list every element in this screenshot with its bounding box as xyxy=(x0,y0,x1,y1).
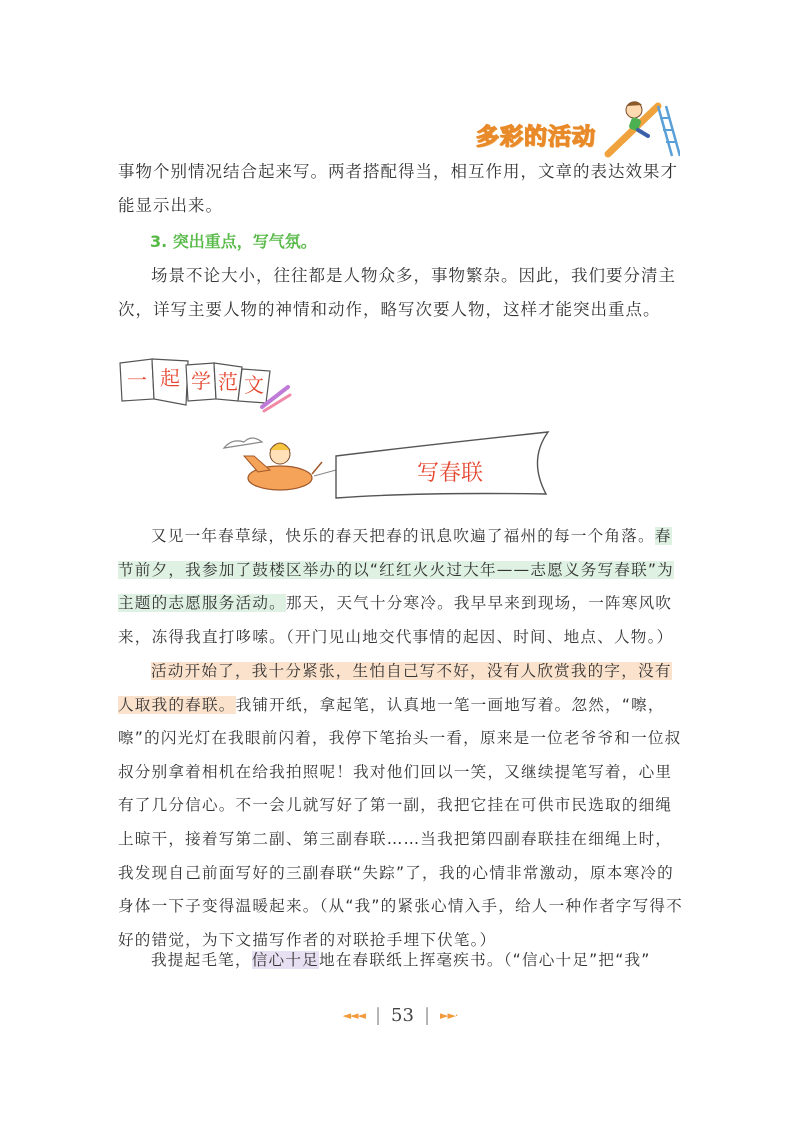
essay-p3-highlight: 信心十足 xyxy=(251,951,319,969)
page-number: 53 xyxy=(391,1004,414,1026)
essay-p1-highlight: 春节前夕，我参加了鼓楼区举办的以“红红火火过大年——志愿义务写春联”为主题的志愿服务活动。 xyxy=(118,527,674,613)
intro-paragraph-2: 场景不论大小，往往都是人物众多，事物繁杂。因此，我们要分清主次，详写主要人物的神情和动作，略写次要人物，这样才能突出重点。 xyxy=(118,266,676,319)
essay-p1-text-b: 那天，天气十分寒冷。我早早来到现场，一阵寒风吹来，冻得我直打哆嗦。（开门见山地交代事情的起因、时间、地点、人物。） xyxy=(118,594,674,646)
chapter-title: 多彩的活动 xyxy=(476,124,596,150)
plane-banner-illustration xyxy=(218,420,558,510)
badge-char-3: 学 xyxy=(191,369,211,393)
essay-p2-text: 我铺开纸，拿起笔，认真地一笔一画地写着。忽然，“嚓，嚓”的闪光灯在我眼前闪着，我停下笔抬头一看，原来是一位老爷爷和一位叔叔分别拿着相机在给我拍照呢！我对他们回以一笑，又继续提笔写着，心里有了几分信心。不一会儿就写好了第一副，我把它挂在可供市民选取的细绳上晾干，接着写第二副、第三副春联……当我把第四副春联挂在细绳上时，我发现自己前面写好的三副春联“失踪”了，我的心情非常激动，原本寒冷的身体一下子变得温暖起来。（从“我”的紧张心情入手，给人一种作者字写得不好的错觉，为下文描写作者的对联抢手埋下伏笔。） xyxy=(118,695,683,949)
badge-char-1: 一 xyxy=(127,368,147,392)
prev-arrows-icon: ◄◄◄ xyxy=(342,1008,365,1022)
section-badge-learn-model-essay xyxy=(118,355,298,415)
kid-on-slide-illustration xyxy=(600,92,680,162)
essay-paragraph-3 xyxy=(118,944,688,978)
essay-paragraph-1 xyxy=(118,520,688,654)
badge-char-5: 文 xyxy=(244,373,264,397)
page-footer xyxy=(330,1000,470,1030)
next-arrows-icon: ►►· xyxy=(440,1008,458,1022)
tip-heading: 3. 突出重点，写气氛。 xyxy=(150,232,317,251)
badge-char-4: 范 xyxy=(218,370,238,394)
footer-divider-right: | xyxy=(423,1004,431,1026)
intro-paragraph-1: 事物个别情况结合起来写。两者搭配得当，相互作用，文章的表达效果才能显示出来。 xyxy=(118,162,678,215)
footer-divider-left: | xyxy=(374,1004,382,1026)
essay-p3-text-b: 地在春联纸上挥毫疾书。（“信心十足”把“我” xyxy=(318,951,651,969)
essay-paragraph-2 xyxy=(118,655,688,957)
essay-p3-text-a: 我提起毛笔， xyxy=(151,951,252,969)
essay-p2-highlight: 活动开始了，我十分紧张，生怕自己写不好，没有人欣赏我的字，没有人取我的春联。 xyxy=(118,662,672,714)
badge-char-2: 起 xyxy=(160,366,180,390)
essay-p1-text-a: 又见一年春草绿，快乐的春天把春的讯息吹遍了福州的每一个角落。 xyxy=(151,527,655,545)
banner-title: 写春联 xyxy=(416,461,484,486)
